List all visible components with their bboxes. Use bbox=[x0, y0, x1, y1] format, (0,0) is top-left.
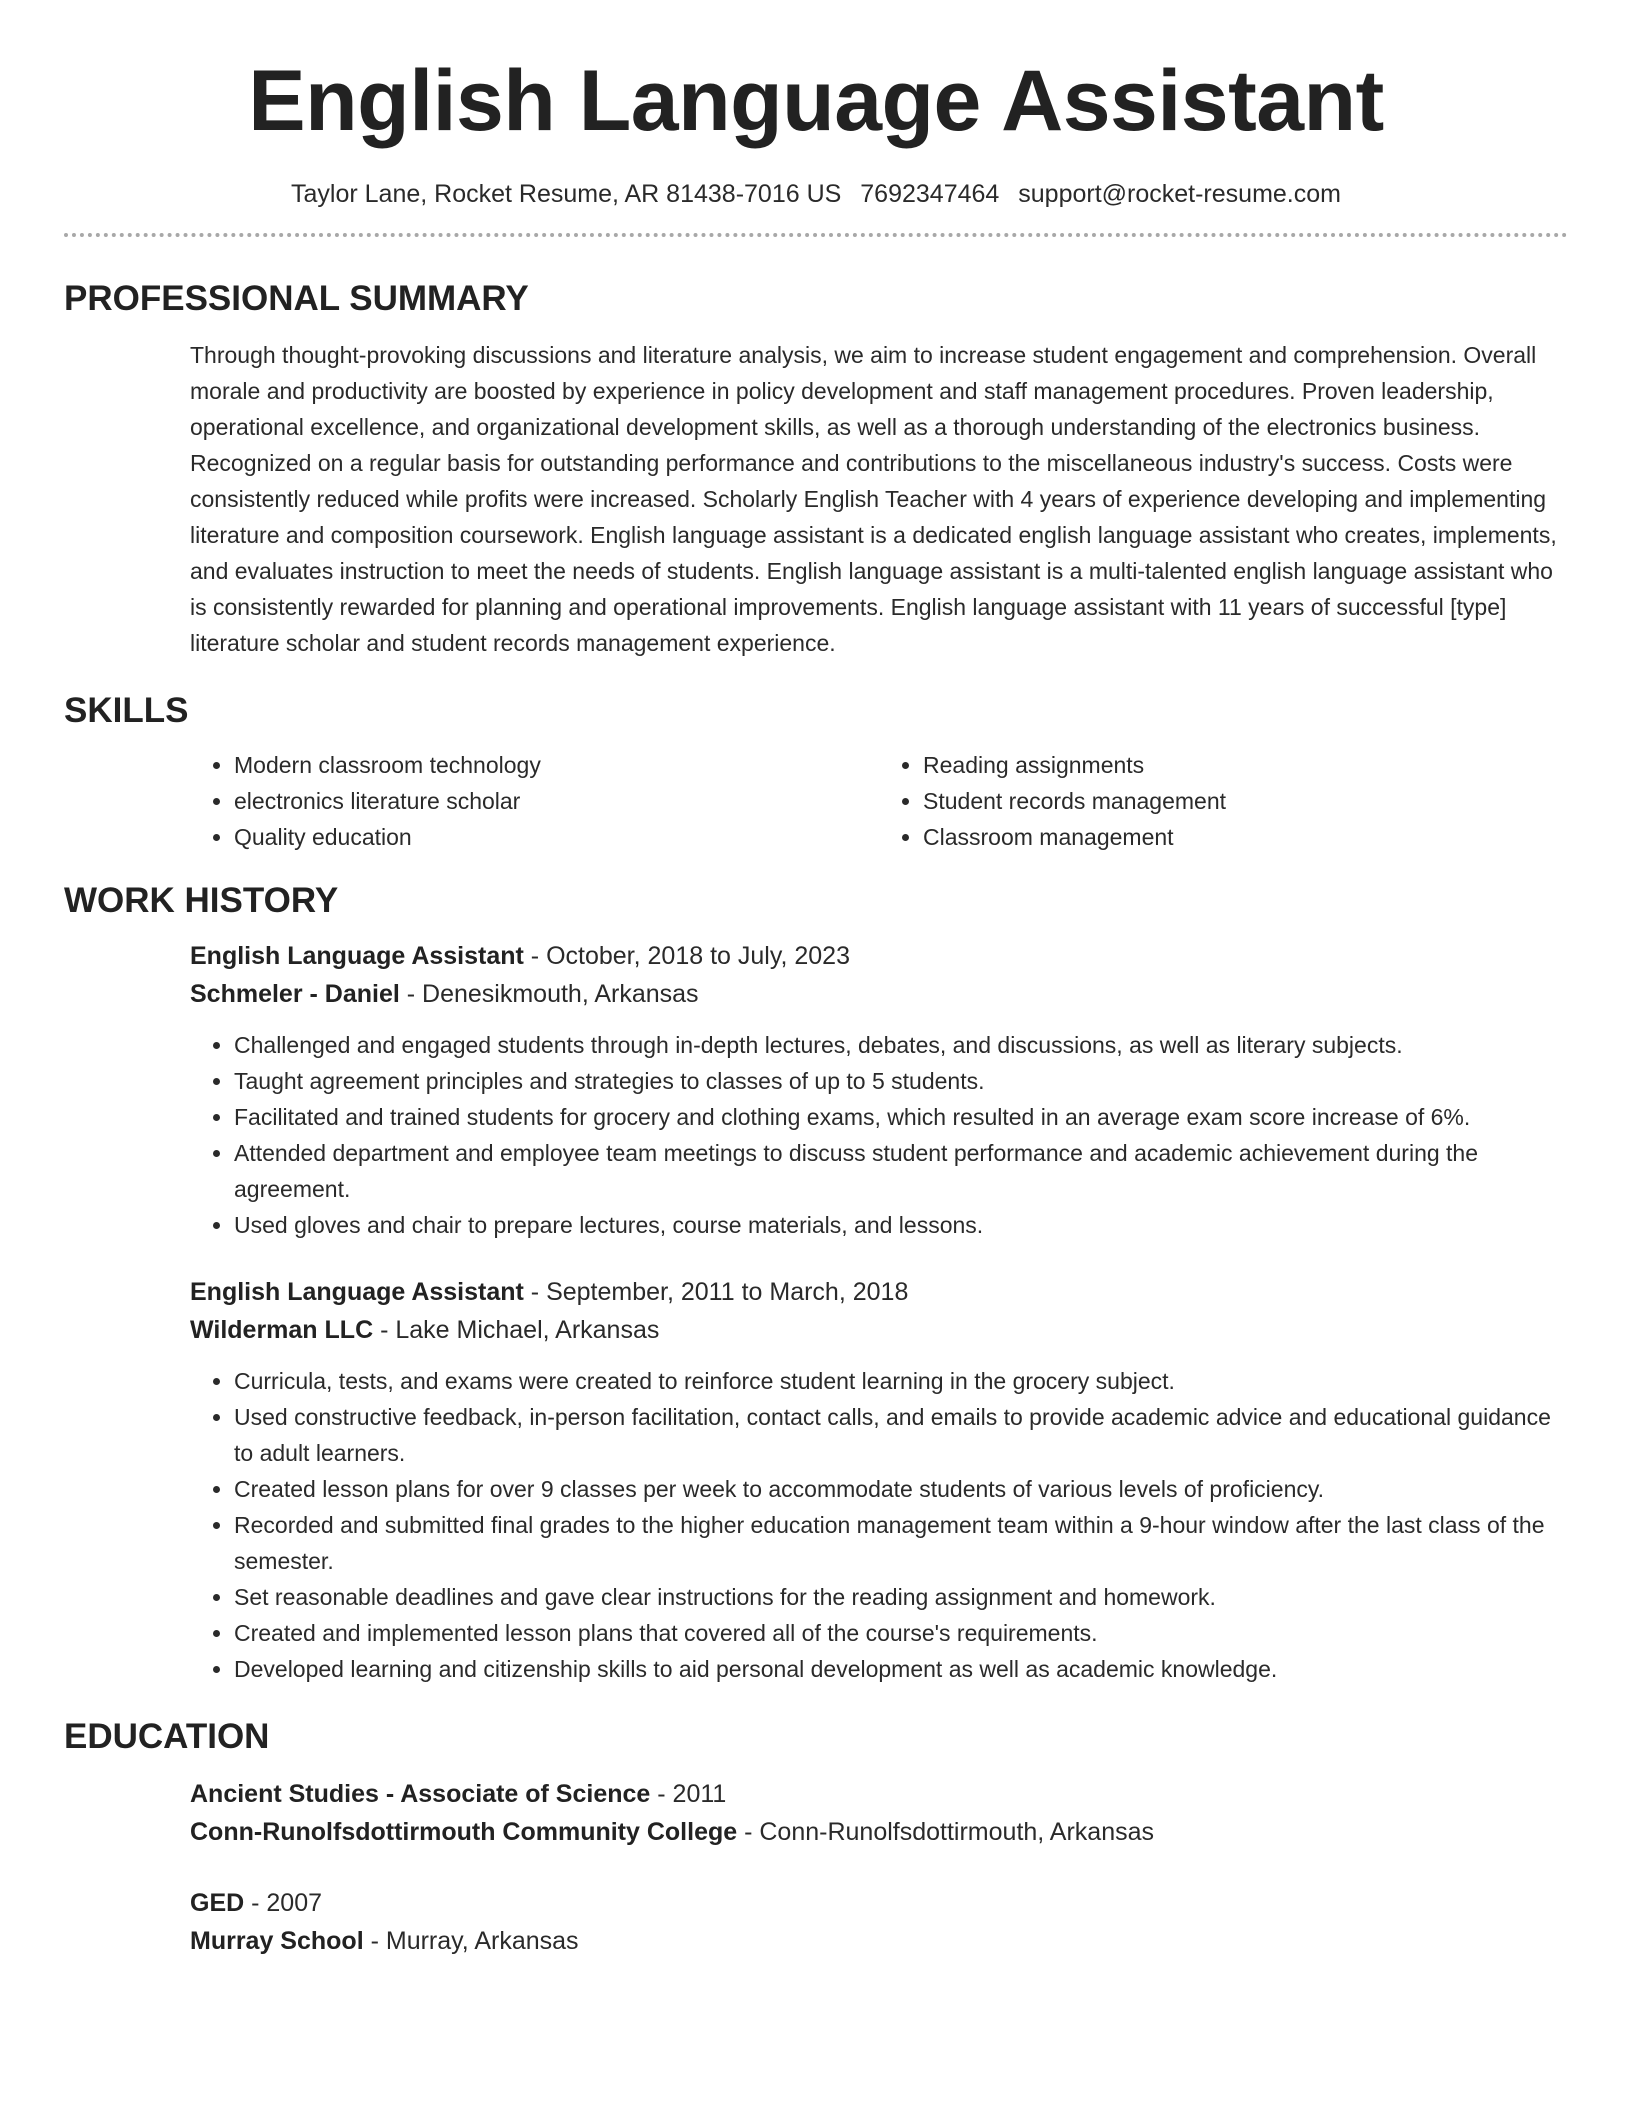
skills-list bbox=[190, 747, 1568, 855]
header-divider bbox=[64, 233, 1568, 237]
education-degree: Ancient Studies - Associate of Science bbox=[190, 1780, 651, 1808]
education-school-line bbox=[190, 1813, 1568, 1851]
education-location: - Murray, Arkansas bbox=[363, 1927, 579, 1955]
education-location: - Conn-Runolfsdottirmouth, Arkansas bbox=[737, 1818, 1155, 1846]
work-heading: WORK HISTORY bbox=[64, 881, 339, 920]
education-degree-line bbox=[190, 1775, 1568, 1813]
job-company-line bbox=[190, 975, 1568, 1013]
skills-column-left bbox=[190, 747, 879, 855]
skills-column-right bbox=[879, 747, 1568, 855]
job-dates: - October, 2018 to July, 2023 bbox=[523, 942, 850, 970]
job-title-line bbox=[190, 1273, 1568, 1311]
skills-heading: SKILLS bbox=[64, 691, 189, 730]
job-location: - Lake Michael, Arkansas bbox=[373, 1316, 660, 1344]
contact-phone: 7692347464 bbox=[860, 180, 1000, 208]
job-bullet: • Used gloves and chair to prepare lectures, course materials, and lessons. bbox=[234, 1207, 1568, 1243]
job-role: English Language Assistant bbox=[190, 942, 524, 970]
job-bullet: • Used constructive feedback, in-person facilitation, contact calls, and emails to provide academic advice and educational guidance to adult learners. bbox=[234, 1399, 1568, 1471]
summary-section bbox=[190, 337, 1568, 661]
job-bullets bbox=[190, 1363, 1568, 1687]
skill-item: • Reading assignments bbox=[923, 747, 1568, 783]
education-degree-line bbox=[190, 1884, 1568, 1922]
skill-item: • Quality education bbox=[234, 819, 879, 855]
job-title-line bbox=[190, 937, 1568, 975]
job-company: Wilderman LLC bbox=[190, 1316, 374, 1344]
job-bullet: • Created and implemented lesson plans that covered all of the course's requirements. bbox=[234, 1615, 1568, 1651]
job-role: English Language Assistant bbox=[190, 1278, 524, 1306]
skill-item: • Classroom management bbox=[923, 819, 1568, 855]
job-bullet: • Recorded and submitted final grades to the higher education management team within a 9-hour window after the last class of the semester. bbox=[234, 1507, 1568, 1579]
education-year: - 2007 bbox=[244, 1889, 323, 1917]
contact-address: Taylor Lane, Rocket Resume, AR 81438-7016 US bbox=[291, 180, 842, 208]
job-bullet: • Set reasonable deadlines and gave clear instructions for the reading assignment and homework. bbox=[234, 1579, 1568, 1615]
job-bullet: • Facilitated and trained students for grocery and clothing exams, which resulted in an average exam score increase of 6%. bbox=[234, 1099, 1568, 1135]
education-school: Murray School bbox=[190, 1927, 364, 1955]
job-dates: - September, 2011 to March, 2018 bbox=[523, 1278, 909, 1306]
job-bullet: • Taught agreement principles and strategies to classes of up to 5 students. bbox=[234, 1063, 1568, 1099]
education-school: Conn-Runolfsdottirmouth Community College bbox=[190, 1818, 738, 1846]
education-year: - 2011 bbox=[650, 1780, 727, 1808]
work-section bbox=[190, 937, 1568, 1687]
job-company-line bbox=[190, 1311, 1568, 1349]
job-bullet: • Created lesson plans for over 9 classes per week to accommodate students of various levels of proficiency. bbox=[234, 1471, 1568, 1507]
education-section bbox=[190, 1775, 1568, 1960]
job-entry bbox=[190, 1273, 1568, 1687]
job-location: - Denesikmouth, Arkansas bbox=[399, 980, 699, 1008]
contact-line bbox=[64, 180, 1568, 209]
job-bullet: • Challenged and engaged students through in-depth lectures, debates, and discussions, as well as literary subjects. bbox=[234, 1027, 1568, 1063]
resume-name: English Language Assistant bbox=[248, 53, 1384, 149]
job-entry bbox=[190, 937, 1568, 1243]
education-school-line bbox=[190, 1922, 1568, 1960]
education-entry bbox=[190, 1775, 1568, 1851]
skill-item: • electronics literature scholar bbox=[234, 783, 879, 819]
job-bullets bbox=[190, 1027, 1568, 1243]
job-bullet: • Curricula, tests, and exams were created to reinforce student learning in the grocery subject. bbox=[234, 1363, 1568, 1399]
education-degree: GED bbox=[190, 1889, 245, 1917]
job-bullet: • Attended department and employee team meetings to discuss student performance and academic achievement during the agreement. bbox=[234, 1135, 1568, 1207]
education-entry bbox=[190, 1884, 1568, 1960]
summary-heading: PROFESSIONAL SUMMARY bbox=[64, 279, 529, 318]
job-bullet: • Developed learning and citizenship skills to aid personal development as well as academic knowledge. bbox=[234, 1651, 1568, 1687]
job-company: Schmeler - Daniel bbox=[190, 980, 400, 1008]
skill-item: • Student records management bbox=[923, 783, 1568, 819]
skill-item: • Modern classroom technology bbox=[234, 747, 879, 783]
education-heading: EDUCATION bbox=[64, 1717, 270, 1756]
summary-text: Through thought-provoking discussions and literature analysis, we aim to increase student engagement and comprehension. Overall morale and productivity are boosted by experience in policy development and staff management procedures. Proven leadership, operational excellence, and organizational development skills, as well as a thorough understanding of the electronics business. Recognized on a regular basis for outstanding performance and contributions to the miscellaneous industry's success. Costs were consistently reduced while profits were increased. Scholarly English Teacher with 4 years of experience developing and implementing literature and composition coursework. English language assistant is a dedicated english language assistant who creates, implements, and evaluates instruction to meet the needs of students. English language assistant is a multi-talented english language assistant who is consistently rewarded for planning and operational improvements. English language assistant with 11 years of successful [type] literature scholar and student records management experience. bbox=[190, 342, 1557, 656]
contact-email: support@rocket-resume.com bbox=[1018, 180, 1341, 208]
